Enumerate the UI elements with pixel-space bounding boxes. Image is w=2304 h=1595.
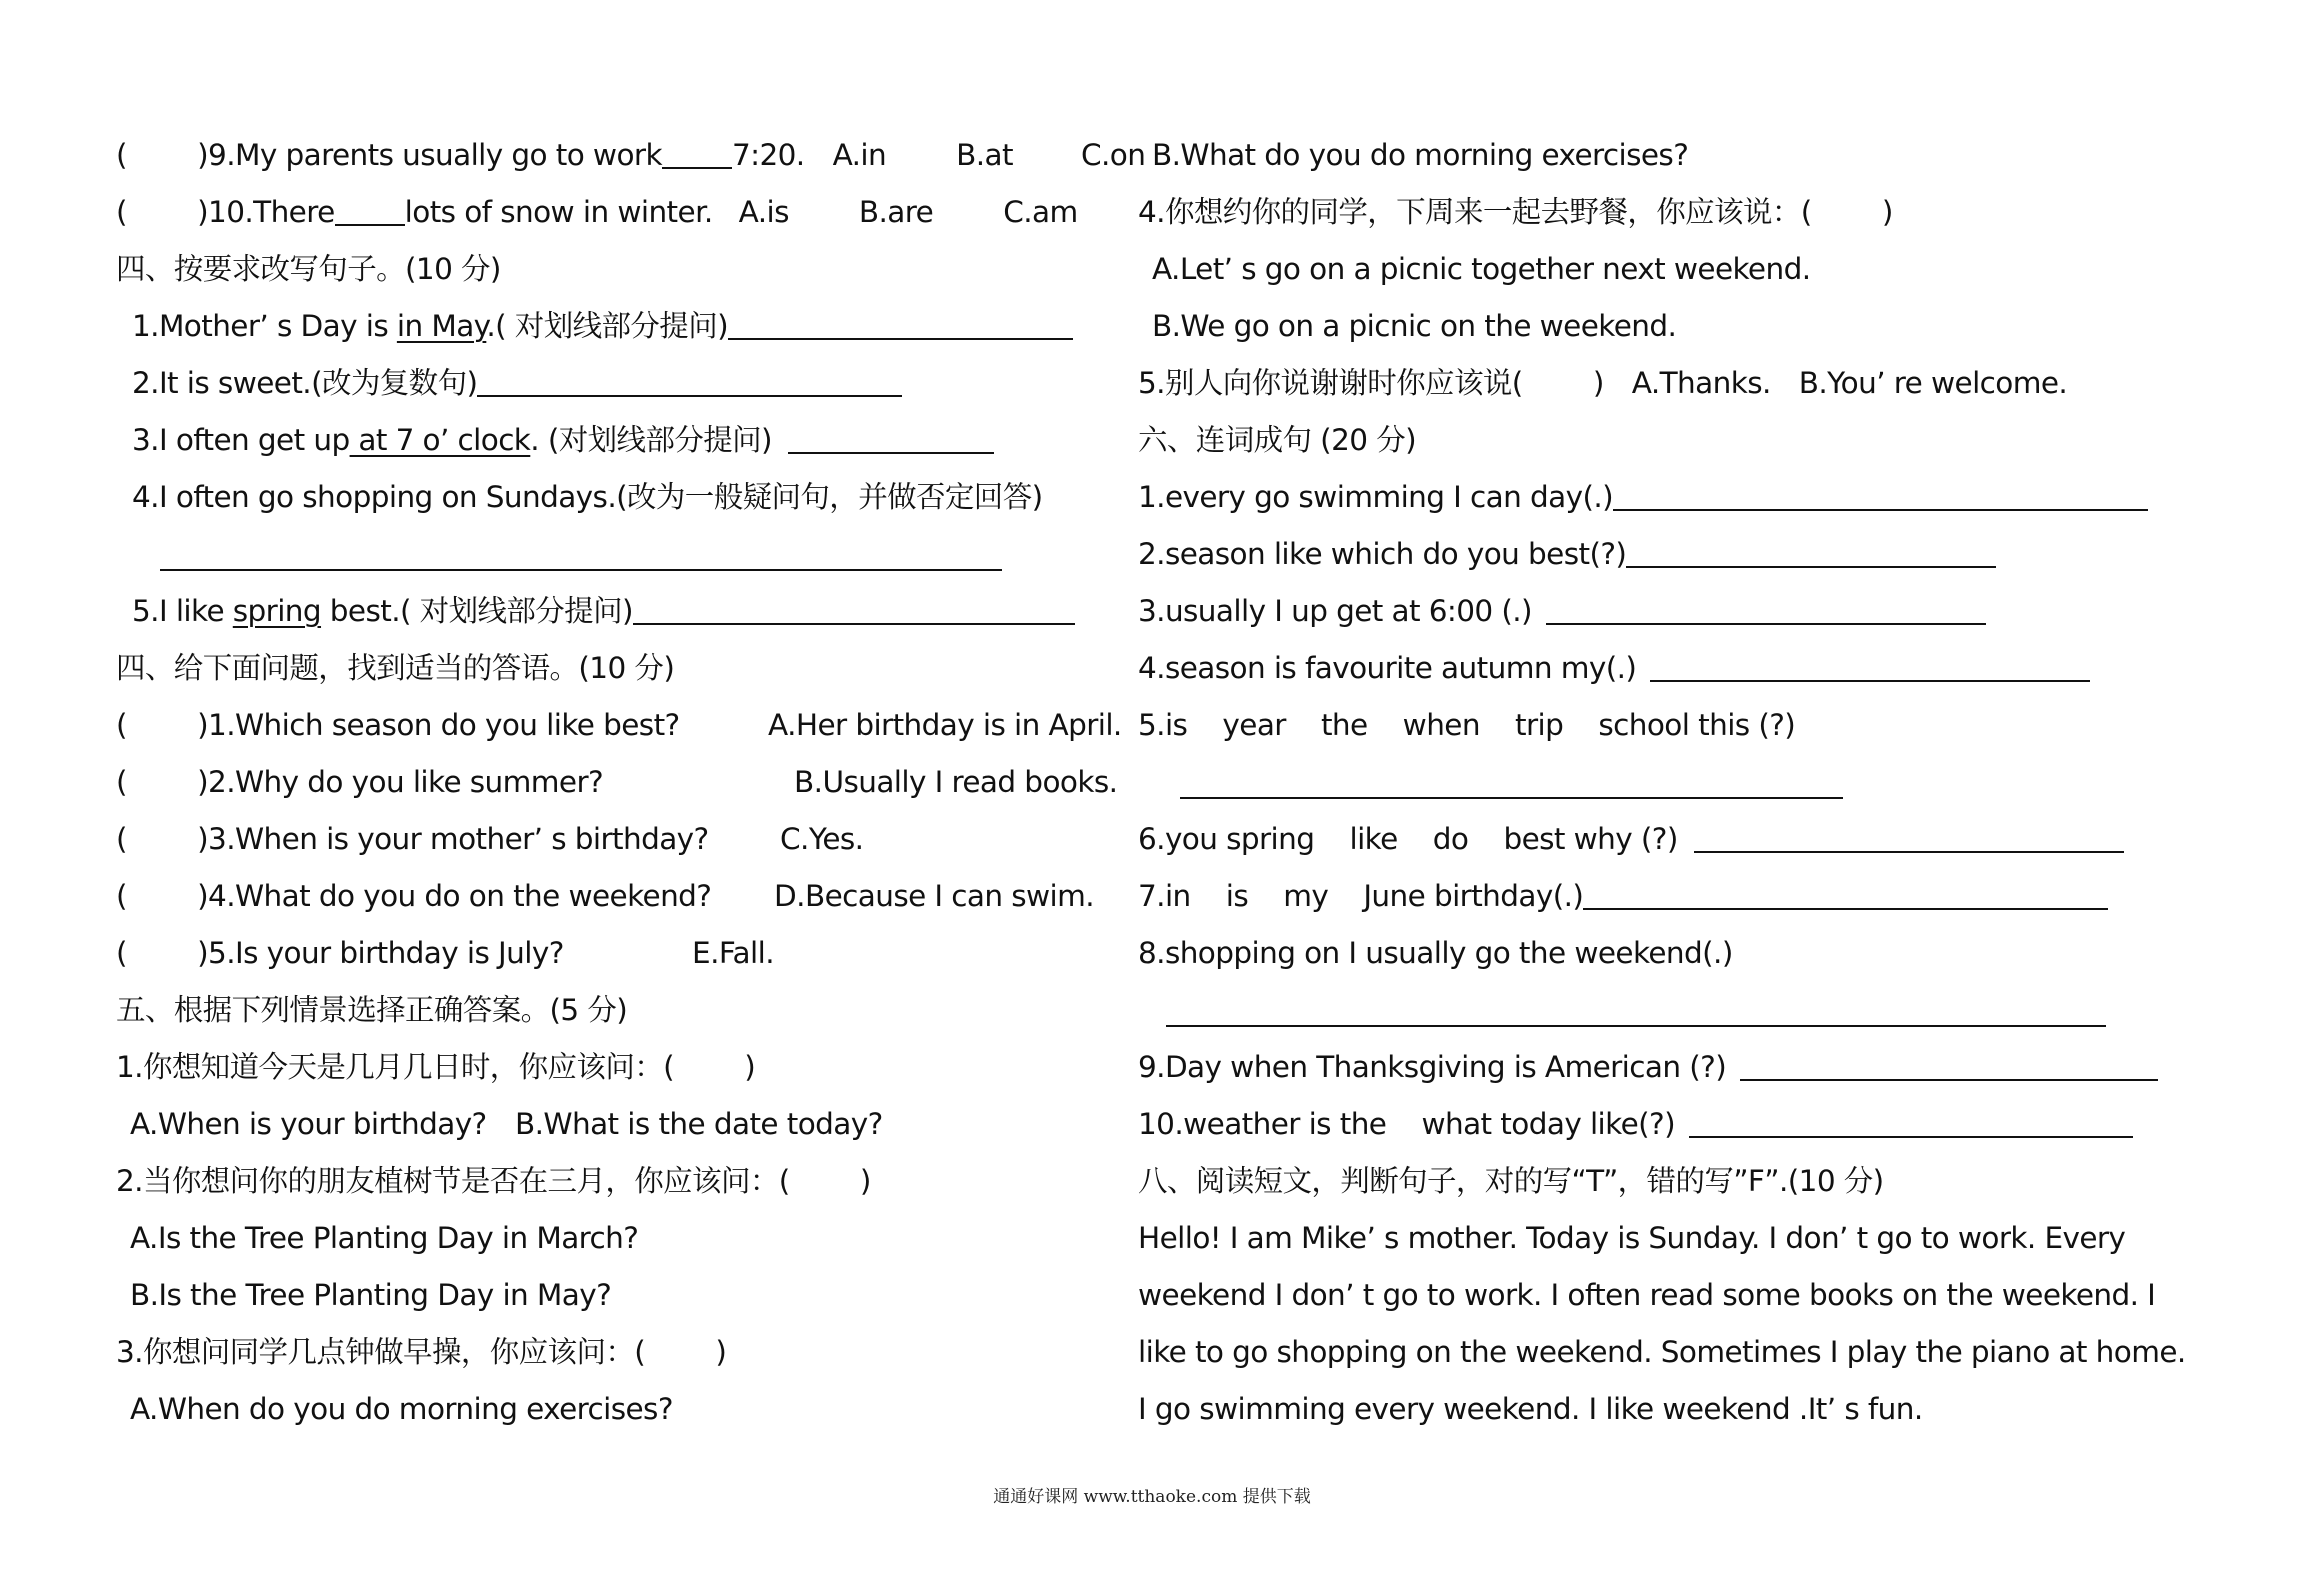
passage-line-1: Hello! I am Mike’ s mother. Today is Sunday. I don’ t go to work. Every [1138,1221,2126,1255]
question-text: 10.There [208,195,335,229]
rewrite-4-answer-line [116,526,1096,583]
answer-blank[interactable] [633,591,1075,625]
match-question: 4.What do you do on the weekend? [208,879,712,913]
option-a: A.Thanks. [1631,366,1771,400]
word-order-4 [1138,640,2148,697]
answer-blank[interactable] [1546,591,1986,625]
answer-blank[interactable] [1689,1104,2133,1138]
word-order-text: 1.every go swimming I can day(.) [1138,480,1614,514]
match-answer: E.Fall. [692,936,774,970]
answer-paren: ( ) [116,822,209,856]
left-column [116,127,1146,1438]
passage-line-4: I go swimming every weekend. I like weekend .It’ s fun. [1138,1392,1923,1426]
section-5-title: 五、根据下列情景选择正确答案。(5 分) [116,993,628,1027]
answer-blank[interactable] [477,363,902,397]
rewrite-3 [116,412,1096,469]
answer-blank[interactable] [662,135,732,169]
word-order-9 [1138,1039,2148,1096]
match-item-4 [116,868,1096,925]
answer-paren: ( ) [116,936,209,970]
situation-1-options [116,1096,1096,1153]
answer-blank[interactable] [1650,648,2090,682]
rewrite-1 [116,298,1096,355]
rewrite-text: 4.I often go shopping on Sundays.(改为一般疑问句，并做否定回答) [132,480,1043,514]
option-b: B.at [956,138,1013,172]
question-10 [116,184,1096,241]
situation-2-option-a: A.Is the Tree Planting Day in March? [130,1221,639,1255]
word-order-5 [1138,697,2148,754]
match-item-1 [116,697,1122,754]
match-answer: D.Because I can swim. [774,879,1095,913]
situation-3: 3.你想问同学几点钟做早操，你应该问：( ) [116,1335,727,1369]
question-text-after: 7:20. [731,138,805,172]
option-b: B.are [858,195,934,229]
word-order-1 [1138,469,2148,526]
situation-1: 1.你想知道今天是几月几日时，你应该问：( ) [116,1050,756,1084]
match-answer: B.Usually I read books. [794,765,1118,799]
word-order-8-answer-line [1138,982,2148,1039]
word-order-5-answer-line [1138,754,2148,811]
match-item-3 [116,811,1096,868]
question-9 [116,127,1146,184]
rewrite-text: 2.It is sweet.(改为复数句) [132,366,478,400]
situation-4-option-b: B.We go on a picnic on the weekend. [1152,309,1677,343]
rewrite-instruction: best.( 对划线部分提问) [321,594,633,628]
option-b: B.What is the date today? [515,1107,883,1141]
option-c: C.am [1003,195,1078,229]
rewrite-4 [116,469,1096,526]
passage-line-3: like to go shopping on the weekend. Sometimes I play the piano at home. [1138,1335,2186,1369]
word-order-text: 6.you spring like do best why (?) [1138,822,1678,856]
option-a: A.in [832,138,887,172]
match-answer: C.Yes. [780,822,864,856]
question-text-after: lots of snow in winter. [404,195,713,229]
situation-5-text: 5.别人向你说谢谢时你应该说( ) [1138,366,1604,400]
rewrite-text: 1.Mother’ s Day is [132,309,397,343]
answer-blank[interactable] [1583,876,2108,910]
option-a: A.When is your birthday? [130,1107,487,1141]
word-order-text: 8.shopping on I usually go the weekend(.) [1138,936,1733,970]
word-order-6 [1138,811,2148,868]
answer-blank[interactable] [1694,819,2124,853]
match-item-2 [116,754,1118,811]
situation-5 [1138,355,2148,412]
situation-3-option-b: B.What do you do morning exercises? [1152,138,1689,172]
answer-blank[interactable] [788,420,994,454]
word-order-text: 4.season is favourite autumn my(.) [1138,651,1637,685]
situation-2-option-b: B.Is the Tree Planting Day in May? [130,1278,612,1312]
rewrite-text: 5.I like [132,594,233,628]
answer-paren: ( ) [116,765,209,799]
rewrite-2 [116,355,1096,412]
option-b: B.You’ re welcome. [1798,366,2068,400]
section-8-title: 八、阅读短文，判断句子，对的写“T”，错的写”F”.(10 分) [1138,1164,1884,1198]
situation-2: 2.当你想问你的朋友植树节是否在三月，你应该问：( ) [116,1164,871,1198]
rewrite-instruction: . (对划线部分提问) [530,423,772,457]
answer-paren: ( ) [116,879,209,913]
passage-line-2: weekend I don’ t go to work. I often read some books on the weekend. I [1138,1278,2156,1312]
answer-paren: ( ) [116,195,209,229]
rewrite-5 [116,583,1096,640]
word-order-10 [1138,1096,2148,1153]
underlined-part: in May [396,309,487,343]
question-text: 9.My parents usually go to work [208,138,662,172]
match-question: 2.Why do you like summer? [208,765,604,799]
rewrite-instruction: .( 对划线部分提问) [486,309,729,343]
match-question: 3.When is your mother’ s birthday? [208,822,709,856]
word-order-8 [1138,925,2148,982]
match-question: 1.Which season do you like best? [208,708,680,742]
answer-blank[interactable] [728,306,1073,340]
word-order-text: 7.in is my June birthday(.) [1138,879,1584,913]
rewrite-text: 3.I often get up [132,423,350,457]
section-4b-title: 四、给下面问题，找到适当的答语。(10 分) [116,651,675,685]
option-c: C.on [1080,138,1146,172]
answer-blank[interactable] [160,569,1002,571]
section-6-title: 六、连词成句 (20 分) [1138,423,1417,457]
underlined-part: spring [232,594,322,628]
answer-paren: ( ) [116,708,209,742]
section-4-title: 四、按要求改写句子。(10 分) [116,252,501,286]
right-column [1138,127,2186,1438]
answer-blank[interactable] [1180,797,1843,799]
word-order-7 [1138,868,2148,925]
match-answer: A.Her birthday is in April. [768,708,1122,742]
option-a: A.is [738,195,789,229]
situation-4: 4.你想约你的同学，下周来一起去野餐，你应该说：( ) [1138,195,1893,229]
situation-3-option-a: A.When do you do morning exercises? [130,1392,673,1426]
word-order-text: 5.is year the when trip school this (?) [1138,708,1796,742]
match-question: 5.Is your birthday is July? [208,936,564,970]
answer-blank[interactable] [1166,1025,2106,1027]
underlined-part: at 7 o’ clock [349,423,531,457]
answer-blank[interactable] [1626,534,1996,568]
page-footer: 通通好课网 www.tthaoke.com 提供下载 [993,1487,1311,1507]
word-order-text: 9.Day when Thanksgiving is American (?) [1138,1050,1727,1084]
answer-blank[interactable] [335,192,405,226]
word-order-text: 10.weather is the what today like(?) [1138,1107,1675,1141]
situation-4-option-a: A.Let’ s go on a picnic together next weekend. [1152,252,1811,286]
answer-blank[interactable] [1740,1047,2158,1081]
match-item-5 [116,925,1096,982]
word-order-text: 2.season like which do you best(?) [1138,537,1627,571]
answer-blank[interactable] [1613,477,2148,511]
word-order-text: 3.usually I up get at 6:00 (.) [1138,594,1532,628]
answer-paren: ( ) [116,138,209,172]
word-order-2 [1138,526,2148,583]
word-order-3 [1138,583,2148,640]
